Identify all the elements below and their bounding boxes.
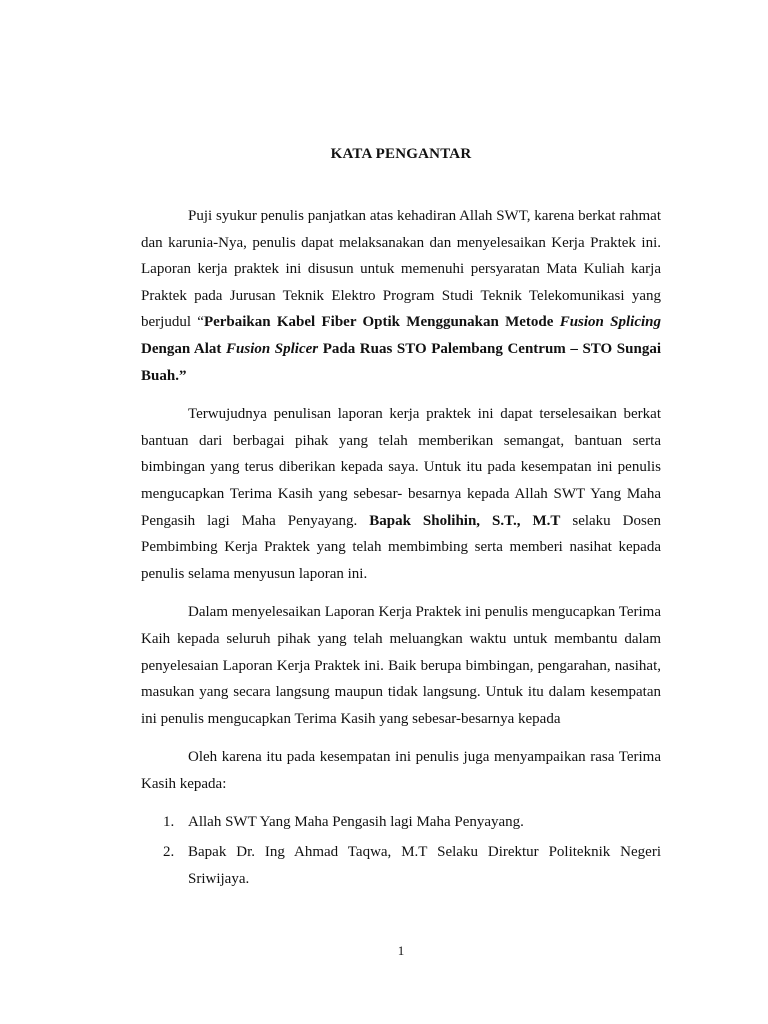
text-run: Dalam menyelesaikan Laporan Kerja Praktek ini penulis mengucapkan Terima Kaih kepada seluruh pihak yang telah meluangkan waktu untuk membantu dalam penyelesaian Laporan Kerja Praktek ini. Baik berupa bimbingan, pengarahan, nasihat, masukan yang secara langsung maupun tidak langsung. Untuk itu dalam kesempatan ini penulis mengucapkan Terima Kasih yang sebesar-besarnya kepada	[141, 604, 661, 727]
list-item-text: Allah SWT Yang Maha Pengasih lagi Maha Penyayang.	[188, 814, 524, 831]
paragraph	[141, 599, 661, 732]
text-run: selaku Dosen Pembimbing Kerja Praktek yang telah membimbing serta memberi nasihat kepada penulis selama menyusun laporan ini.	[141, 512, 661, 582]
page-title: KATA PENGANTAR	[330, 146, 472, 162]
list-number: 2.	[163, 844, 175, 861]
text-run: Puji syukur penulis panjatkan atas kehadiran Allah SWT, karena berkat rahmat dan karunia-Nya, penulis dapat melaksanakan dan menyelesaikan Kerja Praktek ini. Laporan kerja praktek ini disusun untuk memenuhi persyaratan Mata Kuliah karja Praktek pada Jurusan Teknik Elektro Program Studi Teknik Telekomunikasi yang berjudul “	[141, 208, 661, 331]
text-run-bold: Dengan Alat	[141, 340, 227, 357]
text-run-bold: Perbaikan Kabel Fiber Optik Menggunakan Metode	[203, 314, 560, 331]
list-item-text: Bapak Dr. Ing Ahmad Taqwa, M.T Selaku Direktur Politeknik Negeri Sriwijaya.	[188, 844, 661, 887]
text-run-bold-italic: Fusion Splicing	[559, 314, 662, 331]
text-run: Terwujudnya penulisan laporan kerja praktek ini dapat terselesaikan berkat bantuan dari berbagai pihak yang telah memberikan semangat, bantuan serta bimbingan yang terus diberikan kepada saya. Untuk itu pada kesempatan ini penulis mengucapkan Terima Kasih yang sebesar- besarnya kepada Allah SWT Yang Maha Pengasih lagi Maha Penyayang.	[141, 406, 661, 529]
paragraph	[141, 203, 661, 389]
text-run-bold-italic: Fusion Splicer	[226, 340, 319, 357]
list-item	[141, 839, 661, 892]
body-text	[141, 203, 661, 895]
text-run-bold: Bapak Sholihin, S.T., M.T	[369, 512, 561, 529]
page-number: 1	[397, 943, 405, 958]
text-run-bold: Pada Ruas STO Palembang Centrum – STO Sungai Buah.”	[141, 340, 661, 384]
list-item	[141, 809, 661, 836]
text-run: Oleh karena itu pada kesempatan ini penulis juga menyampaikan rasa Terima Kasih kepada:	[141, 749, 661, 792]
paragraph	[141, 401, 661, 587]
paragraph	[141, 744, 661, 797]
list-number: 1.	[163, 814, 175, 831]
acknowledgement-list	[141, 809, 661, 892]
